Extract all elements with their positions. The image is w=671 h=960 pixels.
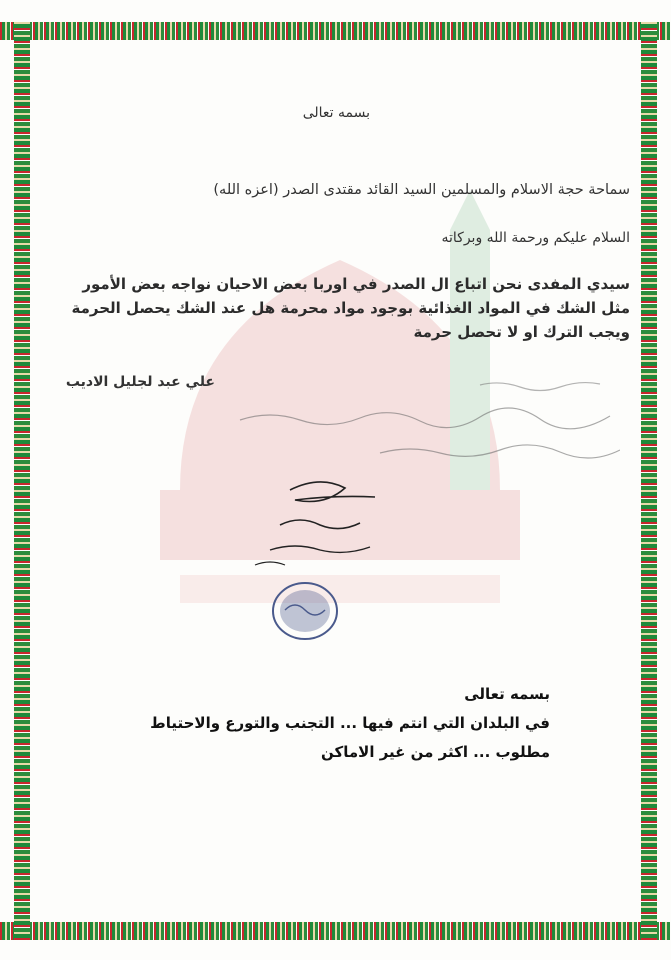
letter-sender: علي عبد لجليل الاديب <box>65 374 215 390</box>
answer-line: في البلدان التي انتم فيها ... التجنب والتورع والاحتياط <box>150 714 550 732</box>
decorative-border-bottom <box>0 922 671 940</box>
question-line: سيدي المفدى نحن اتباع ال الصدر في اوربا بعض الاحيان نواجه بعض الأمور <box>82 275 630 293</box>
letter-greeting: السلام عليكم ورحمة الله وبركاته <box>441 230 630 246</box>
letter-basmala: بسمه تعالى <box>302 105 370 121</box>
letter-question <box>55 272 630 344</box>
question-line: مثل الشك في المواد الغذائية بوجود مواد محرمة هل عند الشك يحصل الحرمة <box>71 299 630 317</box>
answer-basmala: بسمه تعالى <box>464 685 550 703</box>
letter-addressee: سماحة حجة الاسلام والمسلمين السيد القائد مقتدى الصدر (اعزه الله) <box>213 182 630 198</box>
decorative-border-left <box>14 22 30 940</box>
answer-line: مطلوب ... اكثر من غير الاماكن <box>321 743 550 761</box>
signature-image <box>250 470 390 570</box>
decorative-border-right <box>641 22 657 940</box>
decorative-border-top <box>0 22 671 40</box>
official-seal-stamp <box>270 580 340 642</box>
handwritten-reply <box>230 375 620 465</box>
question-line: ويجب الترك او لا تحصل حرمة <box>413 323 630 341</box>
